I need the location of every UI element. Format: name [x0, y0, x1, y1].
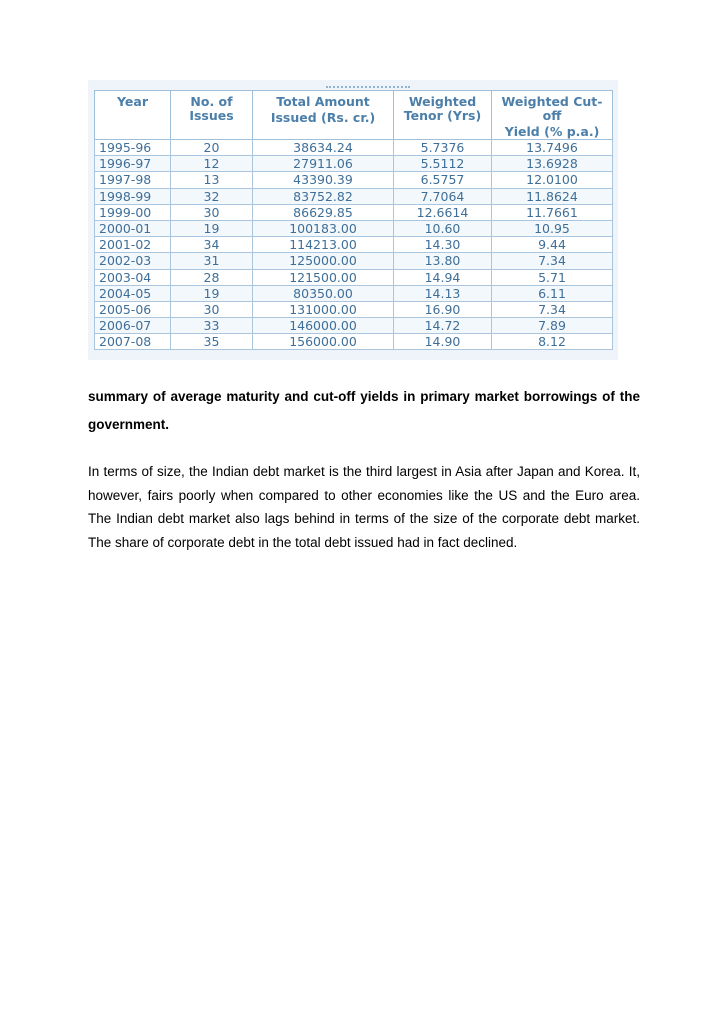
- cell-issues: 19: [171, 220, 253, 236]
- cell-issues: 31: [171, 253, 253, 269]
- cell-yield: 8.12: [492, 334, 613, 350]
- cell-yield: 11.8624: [492, 188, 613, 204]
- cell-tenor: 14.13: [394, 285, 492, 301]
- table-row: [95, 237, 613, 253]
- cell-yield: 13.7496: [492, 140, 613, 156]
- header-issues: No. of Issues: [171, 91, 253, 140]
- table-row: [95, 334, 613, 350]
- table-row: [95, 204, 613, 220]
- cell-amount: 121500.00: [253, 269, 394, 285]
- header-yield-label: Weighted Cut-off: [501, 94, 603, 123]
- header-yield-unit: Yield (% p.a.): [504, 124, 600, 139]
- cell-year: 1999-00: [95, 204, 171, 220]
- cell-year: 1996-97: [95, 156, 171, 172]
- cell-issues: 20: [171, 140, 253, 156]
- cell-amount: 125000.00: [253, 253, 394, 269]
- cell-year: 2001-02: [95, 237, 171, 253]
- cell-yield: 5.71: [492, 269, 613, 285]
- cell-issues: 12: [171, 156, 253, 172]
- table-row: [95, 156, 613, 172]
- cell-year: 2006-07: [95, 318, 171, 334]
- cell-amount: 43390.39: [253, 172, 394, 188]
- cell-tenor: 14.72: [394, 318, 492, 334]
- cell-tenor: 10.60: [394, 220, 492, 236]
- cell-yield: 10.95: [492, 220, 613, 236]
- cell-issues: 13: [171, 172, 253, 188]
- cell-year: 2005-06: [95, 301, 171, 317]
- cell-yield: 7.89: [492, 318, 613, 334]
- cell-tenor: 14.94: [394, 269, 492, 285]
- cell-tenor: 5.7376: [394, 140, 492, 156]
- table-row: [95, 253, 613, 269]
- cell-yield: 7.34: [492, 253, 613, 269]
- cell-yield: 9.44: [492, 237, 613, 253]
- cell-year: 2003-04: [95, 269, 171, 285]
- cell-year: 2007-08: [95, 334, 171, 350]
- cell-amount: 38634.24: [253, 140, 394, 156]
- cell-year: 2004-05: [95, 285, 171, 301]
- cell-amount: 114213.00: [253, 237, 394, 253]
- header-yield: [492, 91, 613, 140]
- borrowings-table-image: [88, 80, 618, 360]
- cell-amount: 146000.00: [253, 318, 394, 334]
- cell-amount: 131000.00: [253, 301, 394, 317]
- cell-amount: 156000.00: [253, 334, 394, 350]
- cell-yield: 7.34: [492, 301, 613, 317]
- cell-yield: 12.0100: [492, 172, 613, 188]
- cell-issues: 35: [171, 334, 253, 350]
- cell-year: 1998-99: [95, 188, 171, 204]
- header-year: Year: [95, 91, 171, 140]
- table-row: [95, 301, 613, 317]
- cell-yield: 13.6928: [492, 156, 613, 172]
- cell-issues: 34: [171, 237, 253, 253]
- cell-year: 2002-03: [95, 253, 171, 269]
- table-row: [95, 285, 613, 301]
- cell-issues: 30: [171, 204, 253, 220]
- header-amount-label: Total Amount: [276, 94, 370, 109]
- scan-mark: [326, 80, 410, 88]
- cell-tenor: 5.5112: [394, 156, 492, 172]
- header-amount-unit: Issued (Rs. cr.): [270, 110, 376, 125]
- cell-issues: 33: [171, 318, 253, 334]
- cell-year: 2000-01: [95, 220, 171, 236]
- cell-issues: 32: [171, 188, 253, 204]
- cell-tenor: 7.7064: [394, 188, 492, 204]
- cell-year: 1995-96: [95, 140, 171, 156]
- table-row: [95, 188, 613, 204]
- cell-year: 1997-98: [95, 172, 171, 188]
- body-paragraph: In terms of size, the Indian debt market is the third largest in Asia after Japan and Korea. It, however, fairs poorly when compared to other economies like the US and the Euro area. The Indian debt market also lags behind in terms of the size of the corporate debt market. The share of corporate debt in the total debt issued had in fact declined.: [88, 464, 640, 550]
- cell-tenor: 16.90: [394, 301, 492, 317]
- cell-yield: 11.7661: [492, 204, 613, 220]
- cell-amount: 83752.82: [253, 188, 394, 204]
- table-caption: summary of average maturity and cut-off yields in primary market borrowings of the government.: [88, 389, 640, 432]
- cell-tenor: 6.5757: [394, 172, 492, 188]
- cell-tenor: 13.80: [394, 253, 492, 269]
- table-row: [95, 318, 613, 334]
- cell-issues: 19: [171, 285, 253, 301]
- cell-issues: 28: [171, 269, 253, 285]
- cell-tenor: 12.6614: [394, 204, 492, 220]
- cell-yield: 6.11: [492, 285, 613, 301]
- header-amount: [253, 91, 394, 140]
- table-row: [95, 172, 613, 188]
- cell-tenor: 14.90: [394, 334, 492, 350]
- cell-amount: 80350.00: [253, 285, 394, 301]
- cell-amount: 100183.00: [253, 220, 394, 236]
- cell-tenor: 14.30: [394, 237, 492, 253]
- cell-issues: 30: [171, 301, 253, 317]
- cell-amount: 27911.06: [253, 156, 394, 172]
- header-tenor: Weighted Tenor (Yrs): [394, 91, 492, 140]
- cell-amount: 86629.85: [253, 204, 394, 220]
- table-header-row: [95, 91, 613, 140]
- table-row: [95, 220, 613, 236]
- borrowings-table: [94, 90, 613, 350]
- table-row: [95, 140, 613, 156]
- table-row: [95, 269, 613, 285]
